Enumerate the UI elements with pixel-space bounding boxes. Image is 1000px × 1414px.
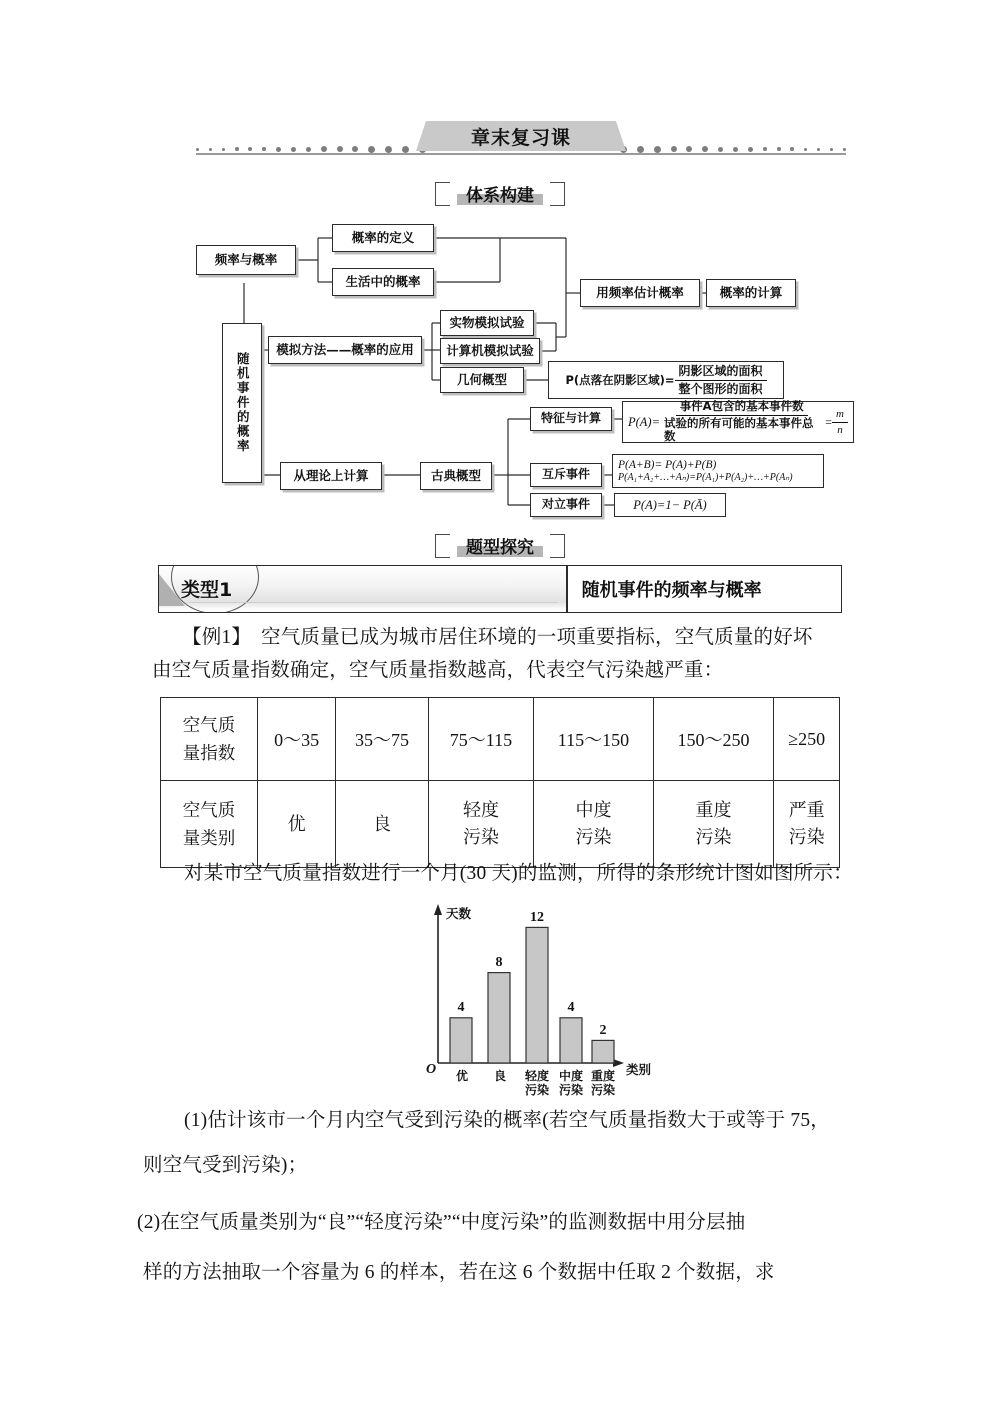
caption-text: 题型探究 [466,537,534,558]
bar-4 [592,1040,614,1063]
classical-formula-lhs: P(A)= [628,414,661,429]
concept-flowchart [0,205,1000,525]
flow-node-theoretical-calculation: 从理论上计算 [280,462,382,490]
bar-category-2-l1: 轻度 [524,1069,549,1083]
geo-formula-lhs: P(点落在阴影区域)= [565,373,675,387]
cat-3-l2: 污染 [575,827,612,847]
example-line-2: 由空气质量指数确定，空气质量指数越高，代表空气污染越严重： [152,660,724,681]
comp-formula-text: P(A)=1− P(Ā) [633,497,707,512]
question-2-line-1: (2)在空气质量类别为“良”“轻度污染”“中度污染”的监测数据中用分层抽 [137,1212,746,1233]
header-dots-right [620,144,846,154]
caption-text: 体系构建 [466,185,534,206]
flowchart-connectors [0,205,1000,525]
table-cell-index-4: 150～250 [653,698,774,781]
section-caption-structure [435,180,565,206]
cat-5-l2: 污染 [788,827,825,847]
question-1-line-2: 则空气受到污染)； [143,1155,308,1176]
classical-formula-denominator: 试验的所有可能的基本事件总数 [664,415,814,444]
caption-bracket-right [550,182,565,206]
chart-intro-text: 对某市空气质量指数进行一个月(30 天)的监测，所得的条形统计图如图所示： [184,863,853,884]
question-1-line-1: (1)估计该市一个月内空气受到污染的概率(若空气质量指数大于或等于 75， [184,1110,831,1131]
row-header-index-l2: 量指数 [182,743,236,763]
flow-node-probability-in-life: 生活中的概率 [332,268,434,296]
bar-0 [450,1018,472,1063]
table-cell-index-3: 115～150 [534,698,654,781]
table-row-index [161,698,840,781]
flow-node-feature-and-calculation: 特征与计算 [530,407,612,431]
table-row-category [161,781,840,868]
row-header-category-l2: 量类别 [182,828,236,848]
type-title: 随机事件的频率与概率 [581,580,762,601]
chart-origin-label: O [426,1062,437,1077]
chart-y-axis-label: 天数 [446,906,472,921]
classical-formula-equals: = [825,414,833,429]
flow-node-geometric-model: 几何概型 [440,367,524,393]
bar-3 [560,1018,582,1063]
y-axis-arrow [434,904,442,915]
bar-chart [404,898,664,1097]
bar-category-1-l1: 良 [493,1069,506,1083]
table-row-header-category [161,781,258,868]
table-cell-index-5: ≥250 [774,698,840,781]
caption-bracket-left [435,182,450,206]
table-cell-category-4 [653,781,774,868]
x-axis-arrow [613,1059,624,1067]
flow-formula-geometric [548,361,784,399]
type-underline [189,602,558,603]
me-formula-line2: P(A₁+A₂+…+Aₙ)=P(A₁)+P(A₂)+…+P(Aₙ) [618,471,793,483]
bar-chart-canvas [404,898,664,1093]
flow-node-probability-definition: 概率的定义 [332,224,434,252]
cat-5-l1: 严重 [788,800,825,820]
bar-category-4-l1: 重度 [590,1069,615,1083]
cat-4-l2: 污染 [695,827,732,847]
caption-bracket-right [550,534,565,558]
table-cell-category-5 [774,781,840,868]
cat-2-l2: 污染 [462,827,499,847]
table-cell-category-0 [258,781,336,868]
flow-node-mutually-exclusive-events: 互斥事件 [530,463,602,487]
table-row-header-index [161,698,258,781]
cat-4-l1: 重度 [695,800,732,820]
chart-x-axis-label: 类别 [626,1062,652,1077]
flow-node-computer-simulation: 计算机模拟试验 [440,338,540,364]
bar-value-0: 4 [457,1000,465,1015]
bar-category-3-l1: 中度 [558,1069,583,1083]
bar-category-4-l2: 污染 [590,1083,615,1097]
bar-2 [526,927,548,1063]
cat-1-l1: 良 [373,813,392,834]
type-tag: 类型1 [181,579,233,601]
section-caption-explore [435,532,565,558]
flow-node-simulation-method: 模拟方法——概率的应用 [268,336,422,364]
bar-value-4: 2 [599,1023,607,1038]
cat-0-l1: 优 [287,813,306,834]
table-cell-category-2 [428,781,533,868]
table-cell-index-1: 35～75 [336,698,428,781]
bar-category-0-l1: 优 [455,1069,468,1083]
me-formula-line1: P(A+B)= P(A)+P(B) [618,458,717,471]
bar-value-2: 12 [530,910,544,925]
classical-formula-m: m [832,408,848,423]
cat-3-l1: 中度 [575,800,612,820]
type-banner-left [159,566,566,612]
example-line-1: 【例1】 空气质量已成为城市居住环境的一项重要指标，空气质量的好坏 [182,627,813,648]
type-banner [158,565,842,613]
cat-2-l1: 轻度 [462,800,499,820]
flow-node-complementary-events: 对立事件 [530,493,602,517]
header-dots-left [196,144,426,154]
classical-formula-fraction [660,400,823,444]
flow-node-random-event-probability: 随机事件的概率 [222,323,262,483]
bar-value-1: 8 [495,955,503,970]
air-quality-table [160,697,840,868]
flow-node-classical-model: 古典概型 [420,462,492,490]
page-title: 章末复习课 [470,126,571,149]
row-header-category-l1: 空气质 [182,799,236,820]
classical-formula-n: n [837,423,843,436]
caption-bracket-left [435,534,450,558]
flow-node-physical-simulation: 实物模拟试验 [440,310,534,336]
classical-formula-mn [832,408,848,437]
classical-formula-numerator: 事件A包含的基本事件数 [676,400,808,416]
table-cell-index-0: 0～35 [258,698,336,781]
geo-formula-denominator: 整个图形的面积 [678,381,763,396]
flow-node-frequency-probability: 频率与概率 [196,245,296,275]
table-cell-category-1 [336,781,428,868]
flow-formula-complementary [614,493,726,517]
bar-value-3: 4 [567,1000,575,1015]
table-cell-index-2: 75～115 [428,698,533,781]
geo-formula-numerator: 阴影区域的面积 [675,364,767,380]
bar-1 [488,973,510,1063]
bar-category-2-l2: 污染 [524,1083,549,1097]
question-2-line-2: 样的方法抽取一个容量为 6 的样本，若在这 6 个数据中任取 2 个数据，求 [143,1262,775,1283]
flow-formula-classical [622,401,854,443]
bar-category-3-l2: 污染 [558,1083,583,1097]
row-header-index-l1: 空气质 [182,714,236,735]
geo-formula-fraction [675,364,767,395]
flow-node-estimate-by-frequency: 用频率估计概率 [580,279,700,307]
flow-node-probability-calculation: 概率的计算 [706,279,796,307]
flow-formula-mutually-exclusive [612,454,824,488]
table-cell-category-3 [534,781,654,868]
